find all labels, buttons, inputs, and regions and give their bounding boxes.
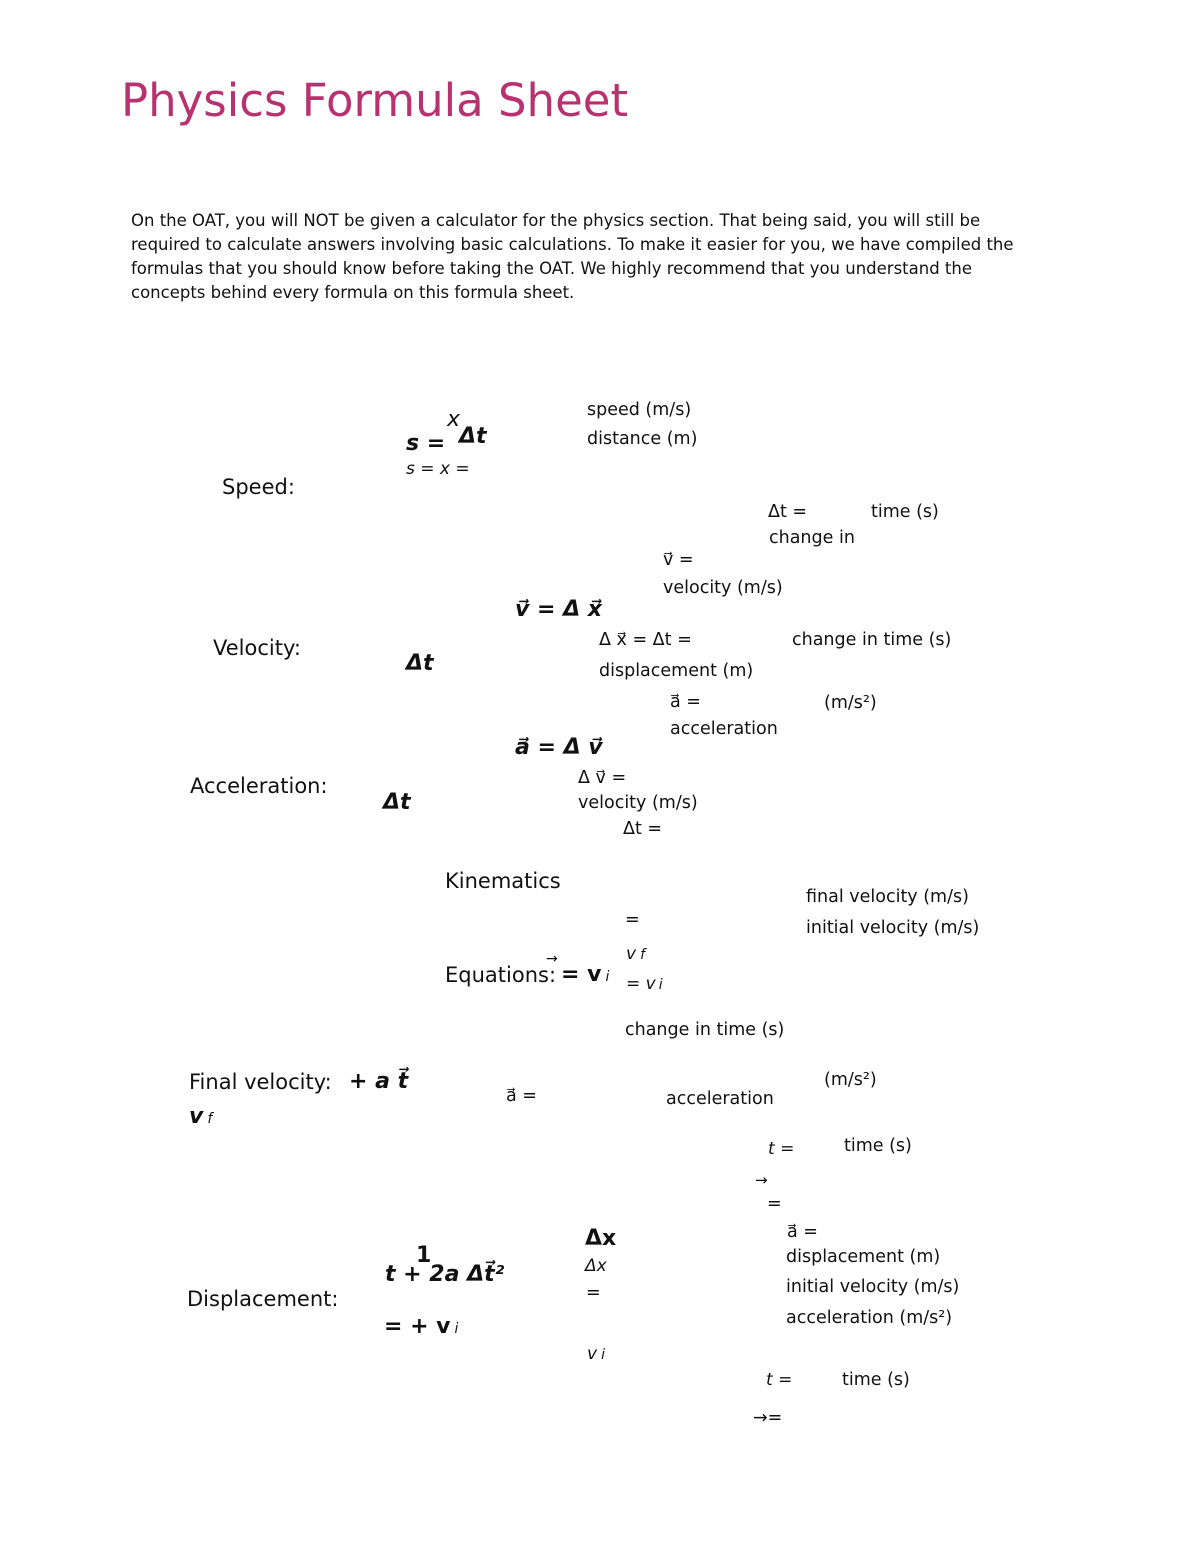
acceleration-dv-symbol: Δ v⃗ = bbox=[578, 768, 627, 788]
displacement-def-initial-velocity: initial velocity (m/s) bbox=[786, 1277, 960, 1297]
kinematics-def-initial-velocity: initial velocity (m/s) bbox=[806, 918, 980, 938]
speed-def-speed: speed (m/s) bbox=[587, 400, 692, 420]
displacement-def-time: time (s) bbox=[842, 1370, 910, 1390]
kinematics-def-time: change in time (s) bbox=[625, 1020, 785, 1040]
displacement-formula-lhs: = + v i bbox=[384, 1314, 459, 1339]
speed-formula-numerator: x bbox=[447, 407, 461, 432]
kinematics-heading: Kinematics bbox=[445, 869, 561, 893]
acceleration-def: acceleration bbox=[670, 719, 778, 739]
page-title: Physics Formula Sheet bbox=[121, 74, 629, 127]
displacement-t-symbol: t = bbox=[766, 1370, 793, 1390]
displacement-dx-big: Δx bbox=[585, 1226, 617, 1251]
kinematics-equation: = v i bbox=[561, 962, 610, 987]
displacement-def-acceleration: acceleration (m/s²) bbox=[786, 1308, 953, 1328]
velocity-v-symbol: v⃗ = bbox=[663, 550, 694, 570]
acceleration-label: Acceleration: bbox=[190, 774, 328, 798]
speed-legend-symbols: s = x = bbox=[406, 459, 470, 479]
final-velocity-lhs: vf bbox=[189, 1104, 213, 1129]
velocity-label: Velocity: bbox=[213, 636, 301, 660]
displacement-formula-term: t + 2a Δt⃗² bbox=[385, 1262, 505, 1287]
final-velocity-def-time: time (s) bbox=[844, 1136, 912, 1156]
displacement-vi: v i bbox=[587, 1344, 605, 1364]
speed-formula-lhs: s = bbox=[406, 431, 446, 456]
displacement-equals: = bbox=[586, 1283, 601, 1303]
acceleration-unit: (m/s²) bbox=[824, 693, 877, 713]
acceleration-formula: a⃗ = Δ v⃗ bbox=[515, 735, 603, 760]
final-velocity-equals: = bbox=[767, 1194, 782, 1214]
displacement-a-symbol: a⃗ = bbox=[787, 1222, 818, 1242]
velocity-formula-denominator: Δt bbox=[406, 651, 434, 676]
acceleration-formula-denominator: Δt bbox=[383, 790, 411, 815]
kinematics-arrow: → bbox=[546, 951, 558, 967]
acceleration-def-velocity: velocity (m/s) bbox=[578, 793, 698, 813]
displacement-label: Displacement: bbox=[187, 1287, 339, 1311]
final-velocity-unit: (m/s²) bbox=[824, 1070, 877, 1090]
acceleration-a-symbol: a⃗ = bbox=[670, 692, 701, 712]
speed-def-distance: distance (m) bbox=[587, 429, 698, 449]
final-velocity-arrow: → bbox=[755, 1171, 768, 1189]
velocity-def-time: change in time (s) bbox=[792, 630, 952, 650]
final-velocity-formula: + a t⃗ bbox=[349, 1069, 409, 1094]
velocity-def-velocity: velocity (m/s) bbox=[663, 578, 783, 598]
displacement-dx-small: Δx bbox=[585, 1256, 607, 1276]
displacement-def-displacement: displacement (m) bbox=[786, 1247, 941, 1267]
kinematics-vf: v f bbox=[626, 944, 645, 964]
speed-label: Speed: bbox=[222, 475, 295, 499]
intro-paragraph: On the OAT, you will NOT be given a calculator for the physics section. That being said, you will still be required to calculate answers involving basic calculations. To make it easier for you, we have compiled the formulas that you should know before taking the OAT. We highly recommend that you understand the concepts behind every formula on this formula sheet. bbox=[131, 211, 1014, 302]
speed-change-in: change in bbox=[769, 528, 855, 548]
speed-formula-denominator: Δt bbox=[459, 424, 487, 449]
final-velocity-t-symbol: t = bbox=[768, 1139, 795, 1159]
speed-dt-desc: time (s) bbox=[871, 502, 939, 522]
kinematics-equals: = bbox=[625, 910, 640, 930]
acceleration-dt-symbol: Δt = bbox=[623, 819, 663, 839]
displacement-arrow-equals: →= bbox=[753, 1408, 783, 1428]
velocity-legend-symbols: Δ x⃗ = Δt = bbox=[599, 630, 692, 650]
speed-dt-symbol: Δt = bbox=[768, 502, 808, 522]
displacement-one-half-numerator: 1 bbox=[416, 1243, 432, 1268]
velocity-def-displacement: displacement (m) bbox=[599, 661, 754, 681]
kinematics-vi-line: = v i bbox=[626, 974, 663, 994]
kinematics-def-final-velocity: final velocity (m/s) bbox=[806, 887, 969, 907]
final-velocity-def-acceleration: acceleration bbox=[666, 1089, 774, 1109]
equations-heading: Equations: bbox=[445, 963, 557, 987]
velocity-formula: v⃗ = Δ x⃗ bbox=[515, 597, 602, 622]
final-velocity-label: Final velocity: bbox=[189, 1070, 332, 1094]
final-velocity-a-symbol: a⃗ = bbox=[506, 1086, 537, 1106]
